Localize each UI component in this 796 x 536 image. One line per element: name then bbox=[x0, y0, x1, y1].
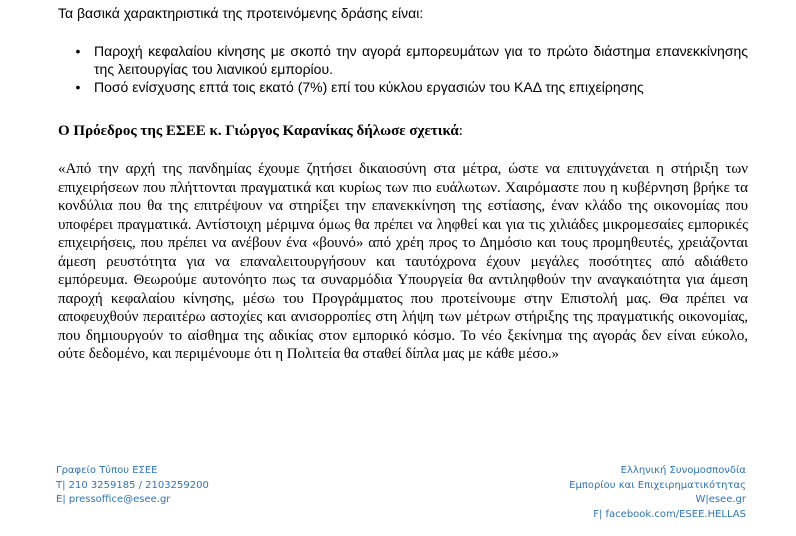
bullet-icon: • bbox=[75, 79, 81, 95]
intro-text: Τα βασικά χαρακτηριστικά της προτεινόμενης δράσης είναι: bbox=[58, 5, 424, 21]
phone-numbers: T| 210 3259185 / 2103259200 bbox=[56, 479, 209, 491]
footer-contact-right bbox=[569, 464, 746, 522]
list-item bbox=[58, 42, 748, 78]
organization-name-line2: Εμπορίου και Επιχειρηματικότητας bbox=[569, 479, 746, 491]
facebook-link[interactable]: F| facebook.com/ESEE.HELLAS bbox=[593, 508, 746, 520]
heading-bold-text: Ο Πρόεδρος της ΕΣΕΕ κ. Γιώργος Καρανίκας δήλωσε σχετικά bbox=[58, 123, 459, 139]
heading-suffix: : bbox=[458, 123, 463, 139]
footer-contact-left bbox=[56, 464, 209, 508]
press-office-label: Γραφείο Τύπου ΕΣΕΕ bbox=[56, 465, 158, 476]
list-item bbox=[58, 78, 748, 96]
website-link[interactable]: W|esee.gr bbox=[695, 494, 746, 505]
email-address[interactable]: E| pressoffice@esee.gr bbox=[56, 494, 171, 505]
list-item-text: Παροχή κεφαλαίου κίνησης με σκοπό την αγορά εμπορευμάτων για το πρώτο διάστημα επανεκκίνησης της λειτουργίας του λιανικού εμπορίου. bbox=[94, 43, 748, 77]
president-quote: «Από την αρχή της πανδημίας έχουμε ζητήσει δικαιοσύνη στα μέτρα, ώστε να επιτυγχάνεται η στήριξη των επιχειρήσεων που πλήττονται πραγματικά και κυρίως των πιο ευάλωτων. Χαιρόμαστε που η κυβέρνηση βρήκε τα κονδύλια που θα της επιτρέψουν να στηρίξει την επανεκκίνηση της εστίασης, έναν κλάδο της οικονομίας που υποφέρει πραγματικά. Αντίστοιχη μέριμνα όμως θα πρέπει να ληφθεί και για τις χιλιάδες μικρομεσαίες εμπορικές επιχειρήσεις, που πρέπει να ανέβουν ένα «βουνό» από χρέη προς το Δημόσιο και τους προμηθευτές, χρειάζονται άμεση ρευστότητα για να επαναλειτουργήσουν και ταυτόχρονα έχουν μεγάλες ποσότητες από αδιάθετο εμπόρευμα. Θεωρούμε αυτονόητο πως τα συναρμόδια Υπουργεία θα αντιληφθούν την αναγκαιότητα για άμεση παροχή κεφαλαίου κίνησης, μέσω του Προγράμματος που προτείνουμε στην Επιστολή μας. Θα πρέπει να αποφευχθούν περαιτέρω αστοχίες και ανισορροπίες στη λήψη των μέτρων στήριξης της πραγματικής οικονομίας, που δημιουργούν το αίσθημα της αδικίας στον εμπορικό κόσμο. Το νέο ξεκίνημα της αγοράς δεν είναι εύκολο, ούτε δεδομένο, και περιμένουμε ότι η Πολιτεία θα σταθεί δίπλα μας με κάθε μέσο.» bbox=[58, 161, 748, 362]
bullet-icon: • bbox=[75, 43, 81, 59]
list-item-text: Ποσό ενίσχυσης επτά τοις εκατό (7%) επί του κύκλου εργασιών του ΚΑΔ της επιχείρησης bbox=[94, 79, 644, 95]
organization-name-line1: Ελληνική Συνομοσπονδία bbox=[620, 465, 746, 476]
president-statement-heading bbox=[58, 122, 748, 140]
features-list bbox=[58, 42, 748, 96]
